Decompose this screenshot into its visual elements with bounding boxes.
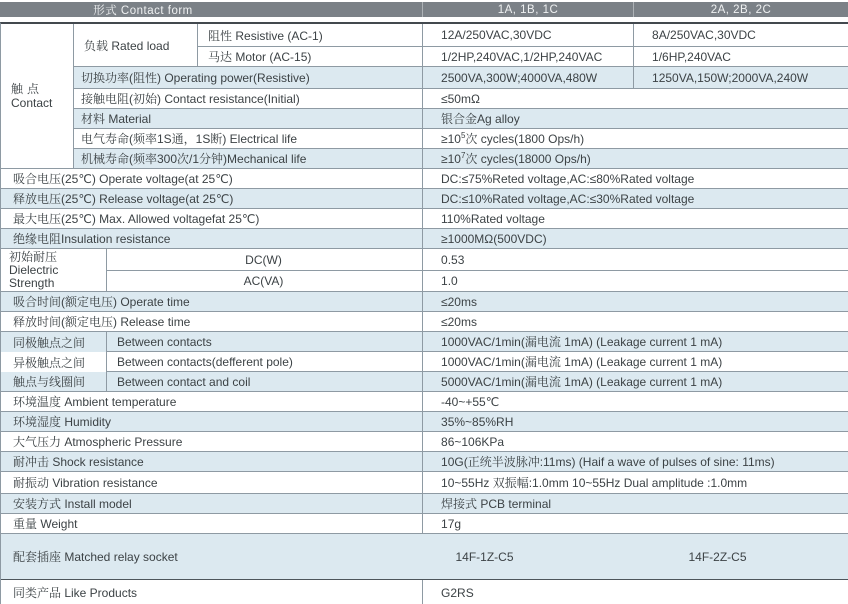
operating-power-label: 切换功率(阻性) Operating power(Resistive) xyxy=(74,67,423,89)
spec-table xyxy=(0,22,848,604)
mechanical-life-exponent: 7 xyxy=(460,151,466,160)
contact-label-en: Contact xyxy=(11,96,53,110)
insulation-resistance-label: 绝缘电阻Insulation resistance xyxy=(1,229,423,249)
contact-resistance-label: 接触电阻(初始) Contact resistance(Initial) xyxy=(74,89,423,109)
mechanical-life-rest: 次 cycles(18000 Ops/h) xyxy=(465,152,591,166)
resistive-label: 阻性 Resistive (AC-1) xyxy=(198,24,423,47)
insulation-resistance-value: ≥1000MΩ(500VDC) xyxy=(423,229,848,249)
release-voltage-value: DC:≤10%Rated voltage,AC:≤30%Rated voltage xyxy=(423,189,848,209)
shock-resistance-label: 耐冲击 Shock resistance xyxy=(1,452,423,472)
resistive-value-1c: 12A/250VAC,30VDC xyxy=(423,24,634,47)
dielectric-ac-value: 1.0 xyxy=(423,271,848,292)
weight-value: 17g xyxy=(423,514,848,534)
between-contacts-label-en: Between contacts xyxy=(107,332,423,352)
electrical-life-exponent: 5 xyxy=(460,131,466,140)
resistive-value-2c: 8A/250VAC,30VDC xyxy=(634,24,848,47)
dielectric-ac-label: AC(VA) xyxy=(107,271,423,292)
install-model-label: 安装方式 Install model xyxy=(1,494,423,514)
operate-time-label: 吸合时间(额定电压) Operate time xyxy=(1,292,423,312)
dielectric-strength-label xyxy=(1,249,107,292)
header-contact-form: 形式 Contact form xyxy=(93,4,193,17)
ambient-temperature-value: -40~+55℃ xyxy=(423,392,848,412)
material-value: 银合金Ag alloy xyxy=(423,109,848,129)
motor-label: 马达 Motor (AC-15) xyxy=(198,47,423,67)
material-label: 材料 Material xyxy=(74,109,423,129)
rated-load-label: 负载 Rated load xyxy=(74,24,198,67)
release-time-label: 释放时间(额定电压) Release time xyxy=(1,312,423,332)
max-voltage-value: 110%Rated voltage xyxy=(423,209,848,229)
between-contact-coil-label-en: Between contact and coil xyxy=(107,372,423,392)
operate-voltage-label: 吸合电压(25℃) Operate voltage(at 25℃) xyxy=(1,169,423,189)
between-different-pole-value: 1000VAC/1min(漏电流 1mA) (Leakage current 1 mA) xyxy=(423,352,848,372)
motor-value-2c: 1/6HP,240VAC xyxy=(634,47,848,67)
install-model-value: 焊接式 PCB terminal xyxy=(423,494,848,514)
vibration-resistance-label: 耐振动 Vibration resistance xyxy=(1,472,423,494)
table-header-bar xyxy=(0,2,848,17)
matched-socket-label: 配套插座 Matched relay socket xyxy=(1,534,423,580)
dielectric-label-en2: Strength xyxy=(9,275,55,290)
like-products-label: 同类产品 Like Products xyxy=(1,580,423,604)
shock-resistance-value: 10G(正统半波脉冲:11ms) (Haif a wave of pulses of sine: 11ms) xyxy=(423,452,848,472)
between-contact-coil-value: 5000VAC/1min(漏电流 1mA) (Leakage current 1 mA) xyxy=(423,372,848,392)
operate-time-value: ≤20ms xyxy=(423,292,848,312)
mechanical-life-base: ≥10 xyxy=(441,152,461,166)
like-products-value: G2RS xyxy=(423,580,848,604)
atmospheric-pressure-label: 大气压力 Atmospheric Pressure xyxy=(1,432,423,452)
humidity-value: 35%~85%RH xyxy=(423,412,848,432)
between-different-pole-label-en: Between contacts(defferent pole) xyxy=(107,352,423,372)
motor-value-1c: 1/2HP,240VAC,1/2HP,240VAC xyxy=(423,47,634,67)
between-different-pole-label-zh: 异极触点之间 xyxy=(1,352,107,372)
weight-label: 重量 Weight xyxy=(1,514,423,534)
header-col-2a2b2c: 2A, 2B, 2C xyxy=(633,2,848,17)
ambient-temperature-label: 环境温度 Ambient temperature xyxy=(1,392,423,412)
contact-resistance-value: ≤50mΩ xyxy=(423,89,848,109)
dielectric-dc-value: 0.53 xyxy=(423,249,848,271)
header-col-1a1b1c: 1A, 1B, 1C xyxy=(422,2,633,17)
between-contact-coil-label-zh: 触点与线圈间 xyxy=(1,372,107,392)
max-voltage-label: 最大电压(25℃) Max. Allowed voltagefat 25℃) xyxy=(1,209,423,229)
operating-power-value-1c: 2500VA,300W;4000VA,480W xyxy=(423,67,634,89)
mechanical-life-value xyxy=(423,149,848,169)
mechanical-life-label: 机械寿命(频率300次/1分钟)Mechanical life xyxy=(74,149,423,169)
matched-socket-value-2c: 14F-2Z-C5 xyxy=(634,534,848,580)
electrical-life-rest: 次 cycles(1800 Ops/h) xyxy=(465,132,585,146)
dielectric-label-zh: 初始耐压 xyxy=(9,249,58,264)
electrical-life-base: ≥10 xyxy=(441,132,461,146)
contact-section-label xyxy=(1,24,74,169)
operate-voltage-value: DC:≤75%Reted voltage,AC:≤80%Rated voltage xyxy=(423,169,848,189)
release-voltage-label: 释放电压(25℃) Release voltage(at 25℃) xyxy=(1,189,423,209)
electrical-life-value xyxy=(423,129,848,149)
dielectric-label-en1: Dielectric xyxy=(9,262,59,277)
between-contacts-value: 1000VAC/1min(漏电流 1mA) (Leakage current 1 mA) xyxy=(423,332,848,352)
matched-socket-value-1c: 14F-1Z-C5 xyxy=(423,534,634,580)
between-contacts-label-zh: 同极触点之间 xyxy=(1,332,107,352)
vibration-resistance-value: 10~55Hz 双振幅:1.0mm 10~55Hz Dual amplitude :1.0mm xyxy=(423,472,848,494)
humidity-label: 环境湿度 Humidity xyxy=(1,412,423,432)
atmospheric-pressure-value: 86~106KPa xyxy=(423,432,848,452)
operating-power-value-2c: 1250VA,150W;2000VA,240W xyxy=(634,67,848,89)
release-time-value: ≤20ms xyxy=(423,312,848,332)
contact-label-zh: 触点 xyxy=(11,82,44,96)
electrical-life-label: 电气寿命(频率1S通，1S断) Electrical life xyxy=(74,129,423,149)
dielectric-dc-label: DC(W) xyxy=(107,249,423,271)
